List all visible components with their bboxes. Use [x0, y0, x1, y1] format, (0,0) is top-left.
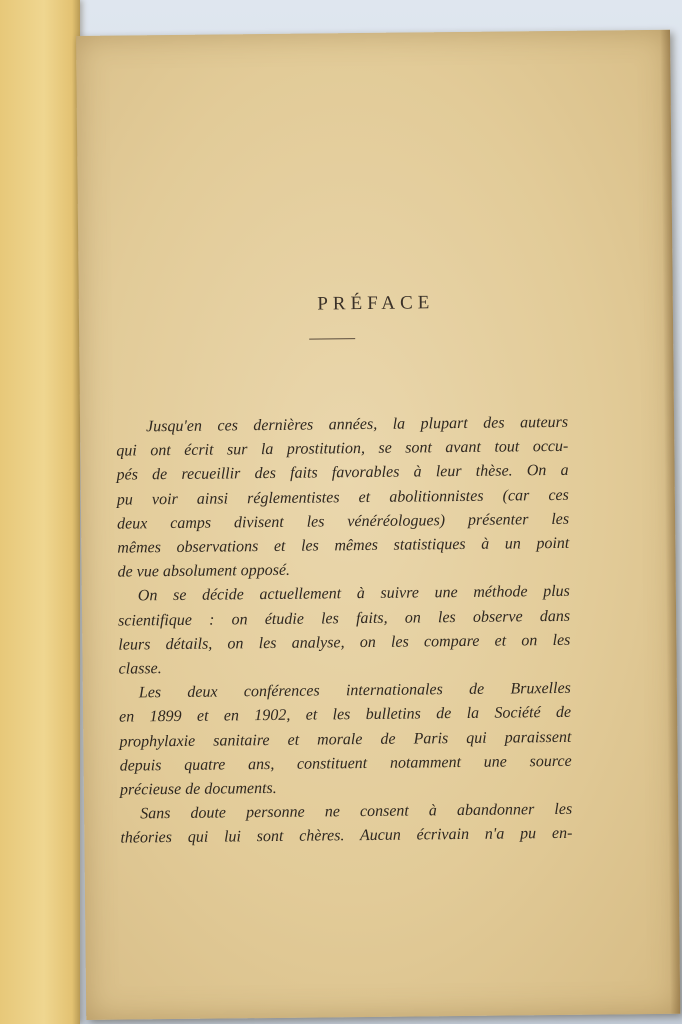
- text-line: Sans doute personne ne consent à abandonner les: [140, 801, 573, 823]
- text-line: précieuse de documents.: [119, 779, 277, 799]
- text-line: qui ont écrit sur la prostitution, se sont avant tout occu-: [116, 438, 569, 460]
- text-line: deux camps divisent les vénéréologues) présenter les: [117, 510, 570, 533]
- book-page: [76, 30, 680, 1020]
- text-line: Jusqu'en ces dernières années, la plupart des auteurs: [146, 413, 569, 436]
- text-line: classe.: [118, 660, 162, 678]
- text-line: de vue absolument opposé.: [117, 562, 291, 581]
- text-line: On se décide actuellement à suivre une méthode plus: [137, 583, 570, 605]
- text-line: Les deux conférences internationales de Bruxelles: [138, 680, 571, 702]
- text-line: pés de recueillir des faits favorables à leur thèse. On a: [116, 462, 569, 485]
- title-rule: [309, 338, 355, 339]
- text-line: pu voir ainsi réglementistes et abolitionnistes (car ces: [116, 486, 569, 509]
- page-title: PRÉFACE: [317, 292, 435, 315]
- text-line: leurs détails, on les analyse, on les compare et on les: [118, 631, 571, 654]
- facing-page: [0, 0, 80, 1024]
- text-line: depuis quatre ans, constituent notamment une source: [119, 752, 572, 775]
- preface-text: [116, 411, 573, 851]
- text-line: théories qui lui sont chères. Aucun écrivain n'a pu en-: [120, 825, 573, 848]
- text-line: en 1899 et en 1902, et les bulletins de la Société de: [119, 704, 572, 727]
- text-line: prophylaxie sanitaire et morale de Paris qui paraissent: [119, 728, 572, 751]
- text-line: mêmes observations et les mêmes statistiques à un point: [117, 534, 570, 557]
- text-line: scientifique : on étudie les faits, on les observe dans: [118, 607, 571, 630]
